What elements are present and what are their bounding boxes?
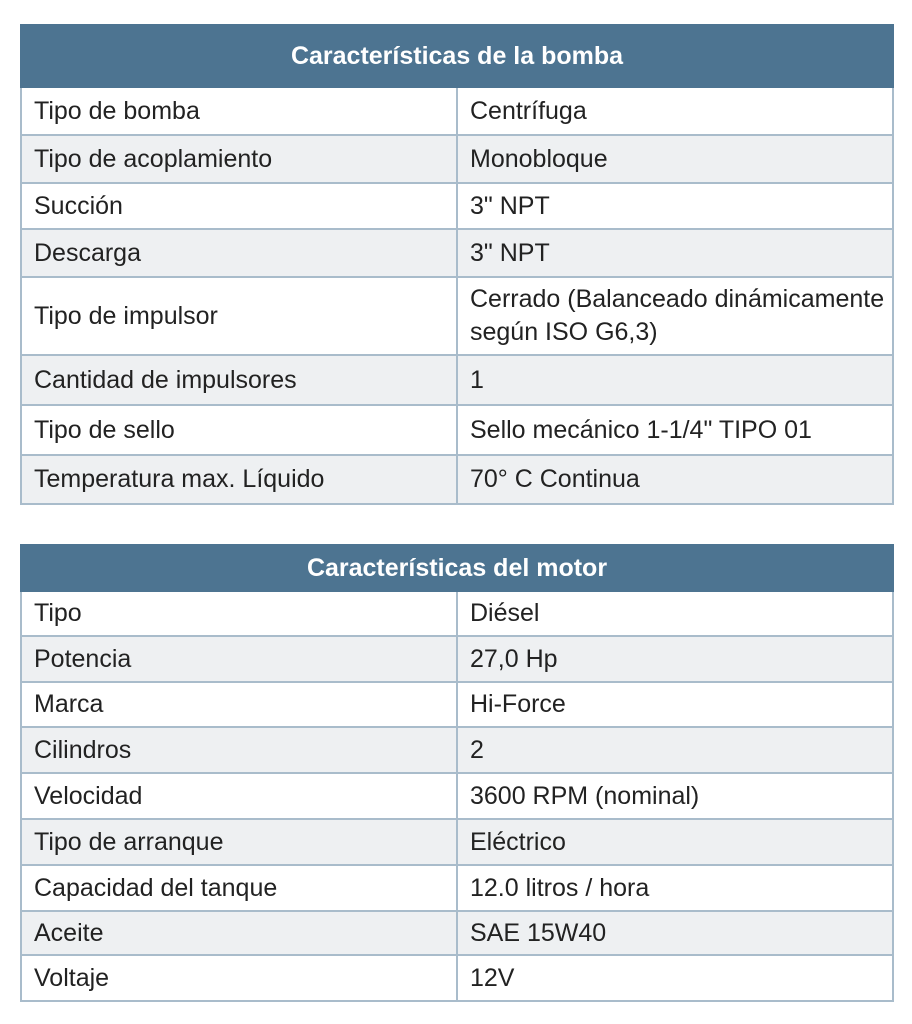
spec-label: Voltaje: [21, 955, 457, 1001]
spec-label: Tipo de bomba: [21, 87, 457, 135]
spec-label: Cantidad de impulsores: [21, 355, 457, 405]
table-row: [21, 277, 893, 355]
table-row: [21, 87, 893, 135]
spec-value: 12.0 litros / hora: [457, 865, 893, 911]
spec-value: Cerrado (Balanceado dinámicamente según ISO G6,3): [457, 277, 893, 355]
spec-value: 3" NPT: [457, 229, 893, 277]
table-row: [21, 455, 893, 504]
spec-value: Diésel: [457, 591, 893, 636]
spec-value: Sello mecánico 1-1/4" TIPO 01: [457, 405, 893, 455]
spec-label: Potencia: [21, 636, 457, 682]
spec-label: Temperatura max. Líquido: [21, 455, 457, 504]
pump-table-title: Características de la bomba: [21, 25, 893, 87]
spec-label: Marca: [21, 682, 457, 727]
spec-value: Monobloque: [457, 135, 893, 183]
spec-value: 3600 RPM (nominal): [457, 773, 893, 819]
spec-value: 2: [457, 727, 893, 773]
spec-label: Capacidad del tanque: [21, 865, 457, 911]
spec-label: Velocidad: [21, 773, 457, 819]
table-row: [21, 636, 893, 682]
table-row: [21, 819, 893, 865]
spec-value: Eléctrico: [457, 819, 893, 865]
spec-label: Cilindros: [21, 727, 457, 773]
spec-value: 1: [457, 355, 893, 405]
motor-table-title: Características del motor: [21, 545, 893, 591]
table-row: [21, 591, 893, 636]
table-row: [21, 682, 893, 727]
spec-value: Centrífuga: [457, 87, 893, 135]
spec-label: Succión: [21, 183, 457, 229]
spec-value: 3" NPT: [457, 183, 893, 229]
table-row: [21, 865, 893, 911]
table-row: [21, 183, 893, 229]
spec-value: 12V: [457, 955, 893, 1001]
spec-label: Tipo de sello: [21, 405, 457, 455]
spec-label: Tipo: [21, 591, 457, 636]
table-row: [21, 911, 893, 955]
spec-value: Hi-Force: [457, 682, 893, 727]
table-row: [21, 229, 893, 277]
spec-value: 27,0 Hp: [457, 636, 893, 682]
table-row: [21, 355, 893, 405]
spec-label: Descarga: [21, 229, 457, 277]
table-row: [21, 727, 893, 773]
spec-label: Tipo de acoplamiento: [21, 135, 457, 183]
spec-label: Aceite: [21, 911, 457, 955]
pump-specs-table: [20, 24, 894, 505]
table-row: [21, 773, 893, 819]
spec-label: Tipo de impulsor: [21, 277, 457, 355]
spec-label: Tipo de arranque: [21, 819, 457, 865]
spec-value: 70° C Continua: [457, 455, 893, 504]
spec-value: SAE 15W40: [457, 911, 893, 955]
table-row: [21, 135, 893, 183]
table-row: [21, 955, 893, 1001]
table-row: [21, 405, 893, 455]
motor-specs-table: [20, 544, 894, 1002]
motor-header-row: [21, 545, 893, 591]
pump-header-row: [21, 25, 893, 87]
